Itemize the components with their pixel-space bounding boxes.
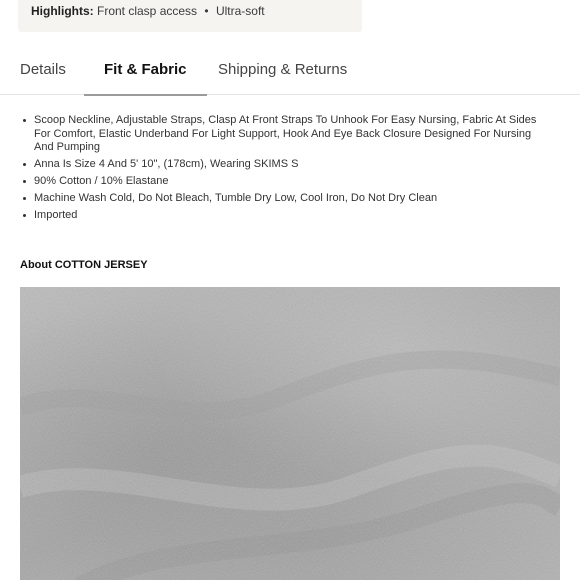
list-item: Anna Is Size 4 And 5' 10", (178cm), Wearing SKIMS S bbox=[20, 158, 550, 172]
fabric-knit-noise bbox=[20, 287, 560, 580]
tab-shipping-and-returns[interactable]: Shipping & Returns bbox=[218, 61, 348, 78]
product-tabs bbox=[0, 48, 580, 95]
highlights-bar bbox=[18, 0, 362, 32]
list-item: Imported bbox=[20, 209, 550, 223]
fit-fabric-list bbox=[20, 114, 550, 226]
about-fabric-heading: About COTTON JERSEY bbox=[20, 259, 148, 271]
list-item: 90% Cotton / 10% Elastane bbox=[20, 175, 550, 189]
highlight-separator: • bbox=[204, 4, 209, 18]
highlight-item-ultra-soft: Ultra-soft bbox=[215, 4, 265, 18]
highlight-item-front-clasp: Front clasp access bbox=[97, 4, 198, 18]
fabric-texture-image bbox=[20, 287, 560, 580]
tab-details[interactable]: Details bbox=[20, 61, 66, 78]
highlights-label: Highlights: bbox=[31, 4, 94, 18]
list-item: Machine Wash Cold, Do Not Bleach, Tumble Dry Low, Cool Iron, Do Not Dry Clean bbox=[20, 192, 550, 206]
tab-fit-and-fabric[interactable]: Fit & Fabric bbox=[104, 48, 187, 95]
list-item: Scoop Neckline, Adjustable Straps, Clasp At Front Straps To Unhook For Easy Nursing, Fabric At Sides For Comfort, Elastic Underband For Light Support, Hook And Eye Back Closure Designed For Nursing And Pumping bbox=[20, 114, 550, 155]
